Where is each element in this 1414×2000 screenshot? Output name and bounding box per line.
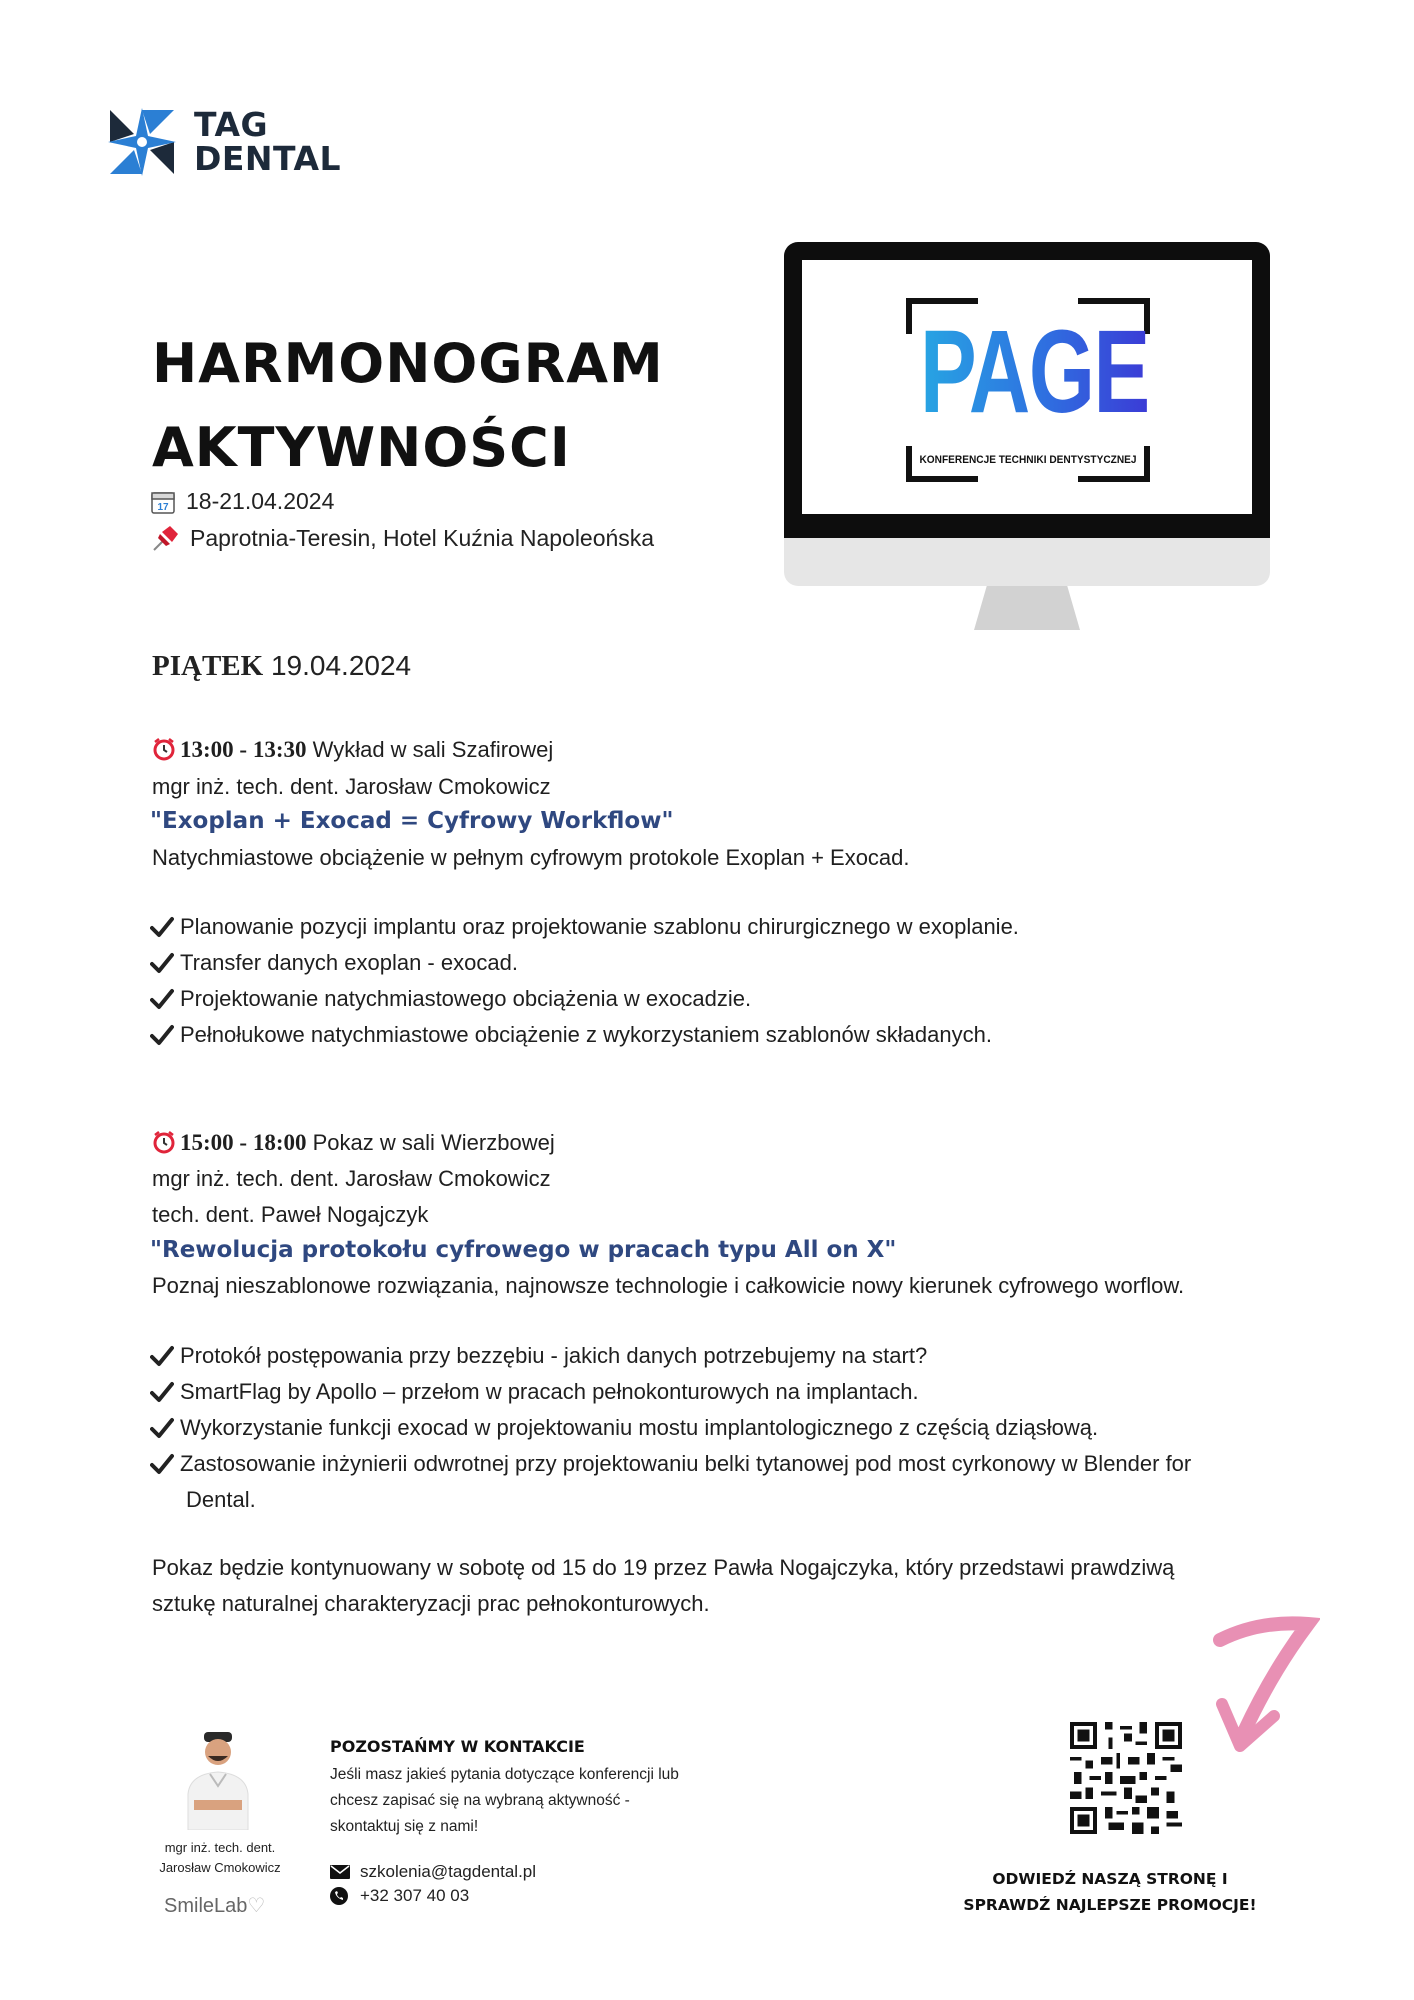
day-name: PIĄTEK [152,650,264,682]
session-2-point-continuation: Dental. [186,1487,256,1512]
tooth-icon: ♡ [247,1895,266,1917]
phone-icon [330,1887,350,1905]
person-name: Jarosław Cmokowicz [159,1860,281,1875]
session-1-point-text: Pełnołukowe natychmiastowe obciążenie z wykorzystaniem szablonów składanych. [180,1022,992,1047]
brand-name [194,105,342,178]
pushpin-icon [150,524,180,552]
session-1-point [150,950,518,976]
session-2-point [150,1415,1098,1441]
calendar-icon [150,489,176,515]
smilelab-text: SmileLab [164,1895,248,1917]
contact-email[interactable] [330,1862,536,1882]
checkmark-icon [150,952,176,974]
note-line1: Pokaz będzie kontynuowany w sobotę od 15 do 19 przez Pawła Nogajczyka, który przedstawi prawdziwą [152,1555,1175,1580]
day-date: 19.04.2024 [270,650,412,681]
alarm-clock-icon [152,1130,176,1154]
session-2-place: Pokaz w sali Wierzbowej [306,1130,555,1155]
session-2-description: Poznaj nieszablonowe rozwiązania, najnowsze technologie i całkowicie nowy kierunek cyfrowego worflow. [152,1273,1185,1298]
session-2-start: 15:00 [180,1130,234,1155]
contact-phone[interactable] [330,1886,469,1906]
email-link[interactable]: szkolenia@tagdental.pl [360,1862,537,1881]
session-1-point-text: Planowanie pozycji implantu oraz projektowanie szablonu chirurgicznego w exoplanie. [180,914,1019,939]
session-2-dash: - [233,1130,253,1155]
session-1-description: Natychmiastowe obciążenie w pełnym cyfrowym protokole Exoplan + Exocad. [152,845,910,870]
session-1-time [152,737,553,763]
title-line2: AKTYWNOŚCI [152,416,571,479]
phone-number[interactable]: +32 307 40 03 [360,1886,470,1905]
session-2-point-text: SmartFlag by Apollo – przełom w pracach pełnokonturowych na implantach. [180,1379,919,1404]
session-2-point [150,1379,919,1405]
visit-website-callout [950,1866,1270,1918]
session-2-point-text: Wykorzystanie funkcji exocad w projektowaniu mostu implantologicznego z częścią dziąsłową. [180,1415,1099,1440]
contact-text-line: Jeśli masz jakieś pytania dotyczące konferencji lub [330,1766,679,1783]
contact-text [330,1762,750,1840]
envelope-icon [330,1865,350,1879]
checkmark-icon [150,988,176,1010]
checkmark-icon [150,1345,176,1367]
visit-line2: SPRAWDŹ NAJLEPSZE PROMOCJE! [963,1896,1257,1914]
monitor-screen [784,242,1270,538]
session-1-point-text: Projektowanie natychmiastowego obciążenia w exocadzie. [180,986,752,1011]
session-2-speaker: mgr inż. tech. dent. Jarosław Cmokowicz [152,1166,551,1191]
person-caption [140,1838,300,1878]
session-1-point [150,1022,992,1048]
title-line1: HARMONOGRAM [152,332,664,395]
event-dates [150,488,334,515]
person-title: mgr inż. tech. dent. [164,1840,276,1855]
session-1-point-text: Transfer danych exoplan - exocad. [180,950,518,975]
session-1-place: Wykład w sali Szafirowej [306,737,554,762]
page-logo-subtitle: KONFERENCJE TECHNIKI DENTYSTYCZNEJ [919,454,1137,466]
checkmark-icon [150,916,176,938]
monitor-display [802,260,1252,514]
contact-text-line: skontaktuj się z nami! [330,1818,479,1835]
avatar [180,1730,256,1830]
event-location [150,524,654,552]
checkmark-icon [150,1381,176,1403]
event-dates-text: 18-21.04.2024 [186,488,335,514]
session-1-start: 13:00 [180,737,234,762]
monitor-illustration [784,242,1270,582]
session-2-point [150,1343,927,1369]
day-header [152,650,411,683]
star-icon [104,104,180,180]
contact-heading: POZOSTAŃMY W KONTAKCIE [330,1737,585,1756]
session-1-point [150,914,1019,940]
session-2-speaker: tech. dent. Paweł Nogajczyk [152,1202,429,1227]
checkmark-icon [150,1417,176,1439]
visit-line1: ODWIEDŹ NASZĄ STRONĘ I [992,1870,1228,1888]
brand-line2: DENTAL [194,139,342,178]
event-location-text: Paprotnia-Teresin, Hotel Kuźnia Napoleońska [190,524,655,551]
session-2-time [152,1130,555,1156]
session-1-title: "Exoplan + Exocad = Cyfrowy Workflow" [150,808,674,834]
checkmark-icon [150,1024,176,1046]
note-line2: sztukę naturalnej charakteryzacji prac pełnokonturowych. [152,1591,710,1616]
session-2-point [150,1451,1191,1477]
alarm-clock-icon [152,737,176,761]
monitor-bezel [784,538,1270,586]
session-2-point-text: Zastosowanie inżynierii odwrotnej przy projektowaniu belki tytanowej pod most cyrkonowy w Blender for [180,1451,1192,1476]
checkmark-icon [150,1453,176,1475]
tag-dental-logo [104,104,341,180]
session-1-speaker: mgr inż. tech. dent. Jarosław Cmokowicz [152,774,551,799]
qr-code[interactable] [1070,1722,1182,1839]
calendar-day: 17 [157,501,169,513]
monitor-stand [974,586,1080,630]
pink-arrow-icon [1200,1612,1320,1762]
session-2-title: "Rewolucja protokołu cyfrowego w pracach typu All on X" [150,1237,897,1263]
session-1-dash: - [233,737,253,762]
session-1-end: 13:30 [252,737,307,762]
session-1-point [150,986,751,1012]
smilelab-logo [164,1893,265,1918]
contact-text-line: chcesz zapisać się na wybraną aktywność - [330,1792,630,1809]
session-2-point-text: Protokół postępowania przy bezzębiu - jakich danych potrzebujemy na start? [180,1343,928,1368]
page-logo-word: PAGE [920,306,1149,438]
brand-line1: TAG [194,105,269,144]
session-2-end: 18:00 [252,1130,307,1155]
page-title [152,322,664,490]
